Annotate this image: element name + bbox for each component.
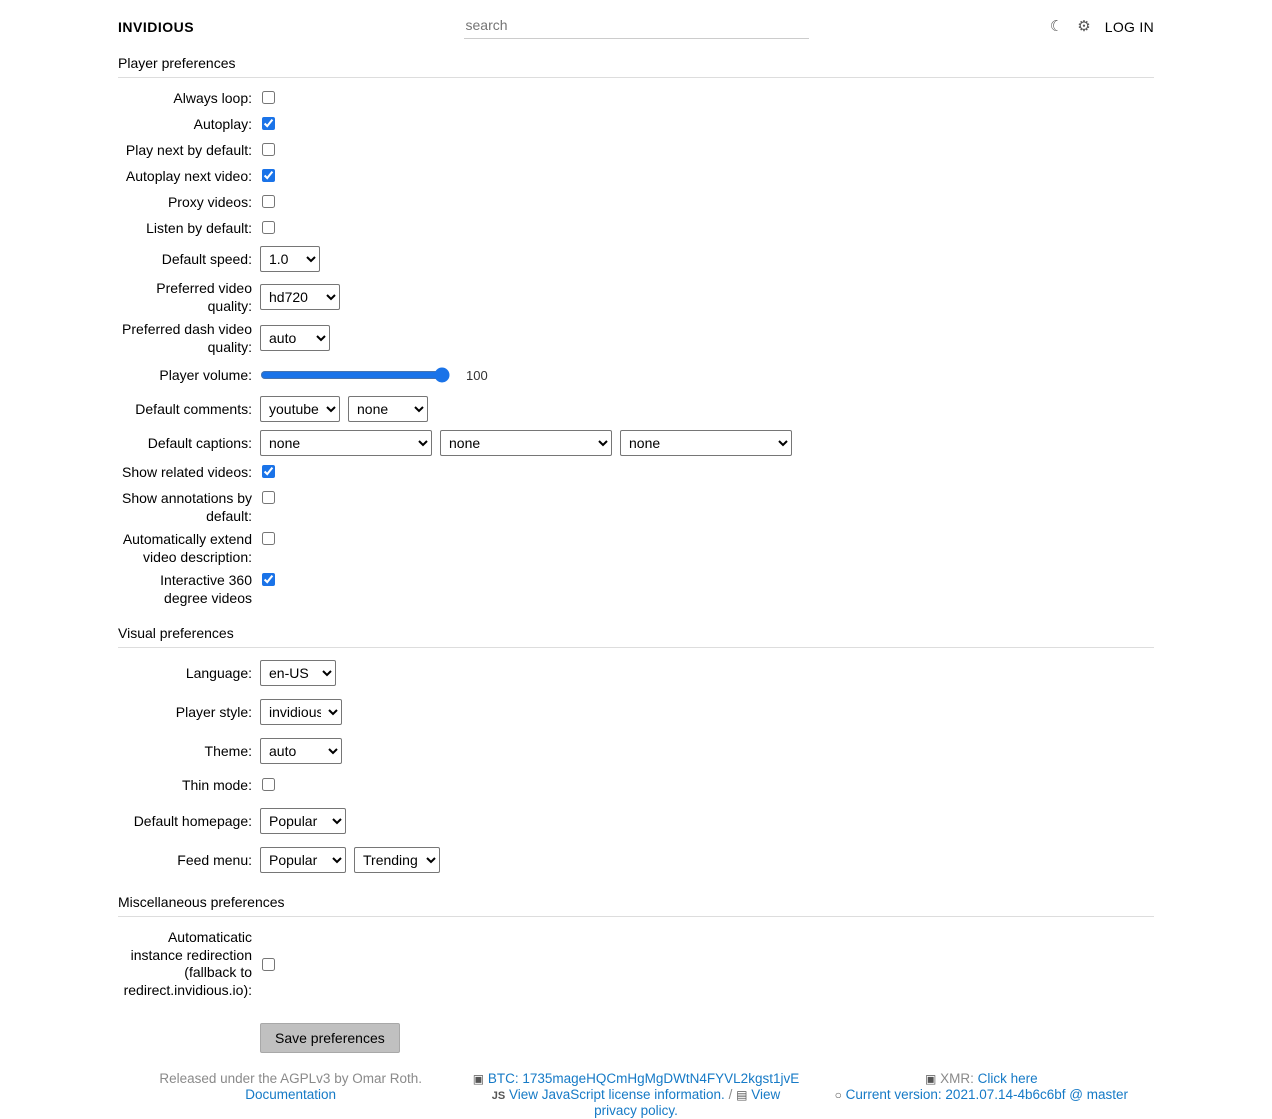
- slider-player-volume[interactable]: [260, 367, 450, 383]
- footer: [0, 1071, 1272, 1119]
- pref-autoplay: [118, 114, 1154, 136]
- github-icon: ○: [834, 1087, 842, 1102]
- footer-center: [463, 1071, 808, 1119]
- pref-always-loop: [118, 88, 1154, 110]
- label-player-style: Player style:: [175, 704, 252, 721]
- pref-play-next: [118, 140, 1154, 162]
- pref-instance-redirect: [118, 927, 1154, 999]
- checkbox-proxy-videos[interactable]: [262, 195, 275, 208]
- checkbox-play-next[interactable]: [262, 143, 275, 156]
- select-default-captions-3[interactable]: [620, 430, 792, 456]
- label-always-loop: Always loop:: [173, 90, 252, 106]
- pref-theme: [118, 736, 1154, 766]
- pref-thin-mode: [118, 775, 1154, 797]
- label-player-volume: Player volume:: [159, 367, 252, 384]
- navbar: [0, 0, 1272, 51]
- label-default-comments: Default comments:: [135, 401, 252, 418]
- checkbox-instance-redirect[interactable]: [262, 958, 275, 971]
- gear-icon[interactable]: ⚙: [1077, 18, 1091, 35]
- pref-extend-description: [118, 529, 1154, 566]
- section-misc-preferences: Miscellaneous preferences: [118, 890, 1154, 917]
- label-thin-mode: Thin mode:: [181, 777, 252, 793]
- checkbox-autoplay[interactable]: [262, 117, 275, 130]
- login-link[interactable]: LOG IN: [1104, 18, 1154, 35]
- section-visual-preferences: Visual preferences: [118, 621, 1154, 648]
- label-annotations: Show annotations by default:: [122, 490, 252, 524]
- pref-preferred-dash: [118, 319, 1154, 356]
- navbar-actions: [932, 19, 1272, 35]
- label-listen-default: Listen by default:: [146, 220, 252, 236]
- pref-interactive-360: [118, 570, 1154, 607]
- brand-logo[interactable]: INVIDIOUS: [118, 18, 195, 35]
- javascript-license-link[interactable]: View JavaScript license information.: [508, 1086, 725, 1102]
- xmr-link[interactable]: Click here: [977, 1071, 1038, 1086]
- footer-separator: /: [728, 1086, 733, 1102]
- checkbox-interactive-360[interactable]: [262, 573, 275, 586]
- version-link[interactable]: Current version: 2021.07.14-4b6c6bf @ master: [845, 1086, 1128, 1102]
- label-autoplay: Autoplay:: [193, 116, 252, 132]
- select-default-speed[interactable]: [260, 246, 320, 272]
- label-extend-description: Automatically extend video description:: [122, 531, 252, 565]
- save-row: [118, 1023, 1154, 1053]
- book-icon: ▤: [736, 1087, 748, 1102]
- label-proxy-videos: Proxy videos:: [167, 194, 252, 210]
- pref-autoplay-next: [118, 166, 1154, 188]
- select-default-captions-1[interactable]: [260, 430, 432, 456]
- checkbox-annotations[interactable]: [262, 491, 275, 504]
- select-feed-menu-1[interactable]: [260, 847, 346, 873]
- pref-annotations: [118, 488, 1154, 525]
- select-preferred-quality[interactable]: [260, 284, 340, 310]
- checkbox-listen-default[interactable]: [262, 221, 275, 234]
- save-spacer: [118, 1023, 260, 1053]
- label-interactive-360: Interactive 360 degree videos: [160, 572, 252, 606]
- select-language[interactable]: [260, 660, 336, 686]
- monero-icon: ▣: [472, 1072, 485, 1086]
- pref-preferred-quality: [118, 278, 1154, 315]
- save-preferences-button[interactable]: Save preferences: [260, 1023, 400, 1053]
- search-area: [340, 14, 932, 39]
- select-default-comments-2[interactable]: [348, 396, 428, 422]
- monero-icon-right: ▣: [924, 1072, 937, 1086]
- checkbox-extend-description[interactable]: [262, 532, 275, 545]
- pref-default-homepage: [118, 806, 1154, 836]
- search-input[interactable]: [464, 14, 809, 39]
- checkbox-always-loop[interactable]: [262, 91, 275, 104]
- label-default-homepage: Default homepage:: [133, 813, 252, 830]
- checkbox-autoplay-next[interactable]: [262, 169, 275, 182]
- label-preferred-quality: Preferred video quality:: [156, 280, 252, 314]
- footer-left: [118, 1071, 463, 1119]
- section-player-preferences: Player preferences: [118, 51, 1154, 78]
- pref-default-comments: [118, 394, 1154, 424]
- label-default-captions: Default captions:: [147, 435, 252, 452]
- label-related-videos: Show related videos:: [122, 464, 252, 480]
- value-player-volume: 100: [466, 367, 488, 383]
- pref-language: [118, 658, 1154, 688]
- label-theme: Theme:: [204, 743, 252, 760]
- label-default-speed: Default speed:: [161, 251, 252, 268]
- pref-related-videos: [118, 462, 1154, 484]
- search-form: [464, 14, 809, 39]
- label-feed-menu: Feed menu:: [177, 852, 252, 869]
- pref-feed-menu: [118, 845, 1154, 875]
- footer-license-text: Released under the AGPLv3 by Omar Roth.: [159, 1071, 422, 1086]
- select-default-captions-2[interactable]: [440, 430, 612, 456]
- label-play-next: Play next by default:: [125, 142, 252, 158]
- label-preferred-dash: Preferred dash video quality:: [122, 321, 252, 355]
- pref-listen-default: [118, 218, 1154, 240]
- pref-player-style: [118, 697, 1154, 727]
- moon-icon[interactable]: ☾: [1049, 18, 1064, 35]
- label-autoplay-next: Autoplay next video:: [125, 168, 252, 184]
- checkbox-thin-mode[interactable]: [262, 778, 275, 791]
- js-badge: JS: [491, 1089, 506, 1102]
- checkbox-related-videos[interactable]: [262, 465, 275, 478]
- privacy-policy-link[interactable]: View privacy policy.: [594, 1086, 781, 1118]
- pref-player-volume: [118, 360, 1154, 390]
- label-instance-redirect: Automaticatic instance redirection (fallback to redirect.invidious.io):: [123, 929, 252, 998]
- btc-link[interactable]: BTC: 1735mageHQCmHgMgDWtN4FYVL2kgst1jvE: [487, 1071, 800, 1086]
- footer-right: [809, 1071, 1154, 1119]
- documentation-link[interactable]: Documentation: [245, 1086, 337, 1102]
- pref-default-speed: [118, 244, 1154, 274]
- label-language: Language:: [185, 665, 252, 682]
- preferences-page: [0, 51, 1272, 1053]
- select-default-comments-1[interactable]: [260, 396, 340, 422]
- select-player-style[interactable]: [260, 699, 342, 725]
- select-theme[interactable]: [260, 738, 342, 764]
- select-default-homepage[interactable]: [260, 808, 346, 834]
- pref-default-captions: [118, 428, 1154, 458]
- pref-proxy-videos: [118, 192, 1154, 214]
- select-feed-menu-2[interactable]: [354, 847, 440, 873]
- xmr-prefix: XMR:: [940, 1071, 974, 1086]
- select-preferred-dash[interactable]: [260, 325, 330, 351]
